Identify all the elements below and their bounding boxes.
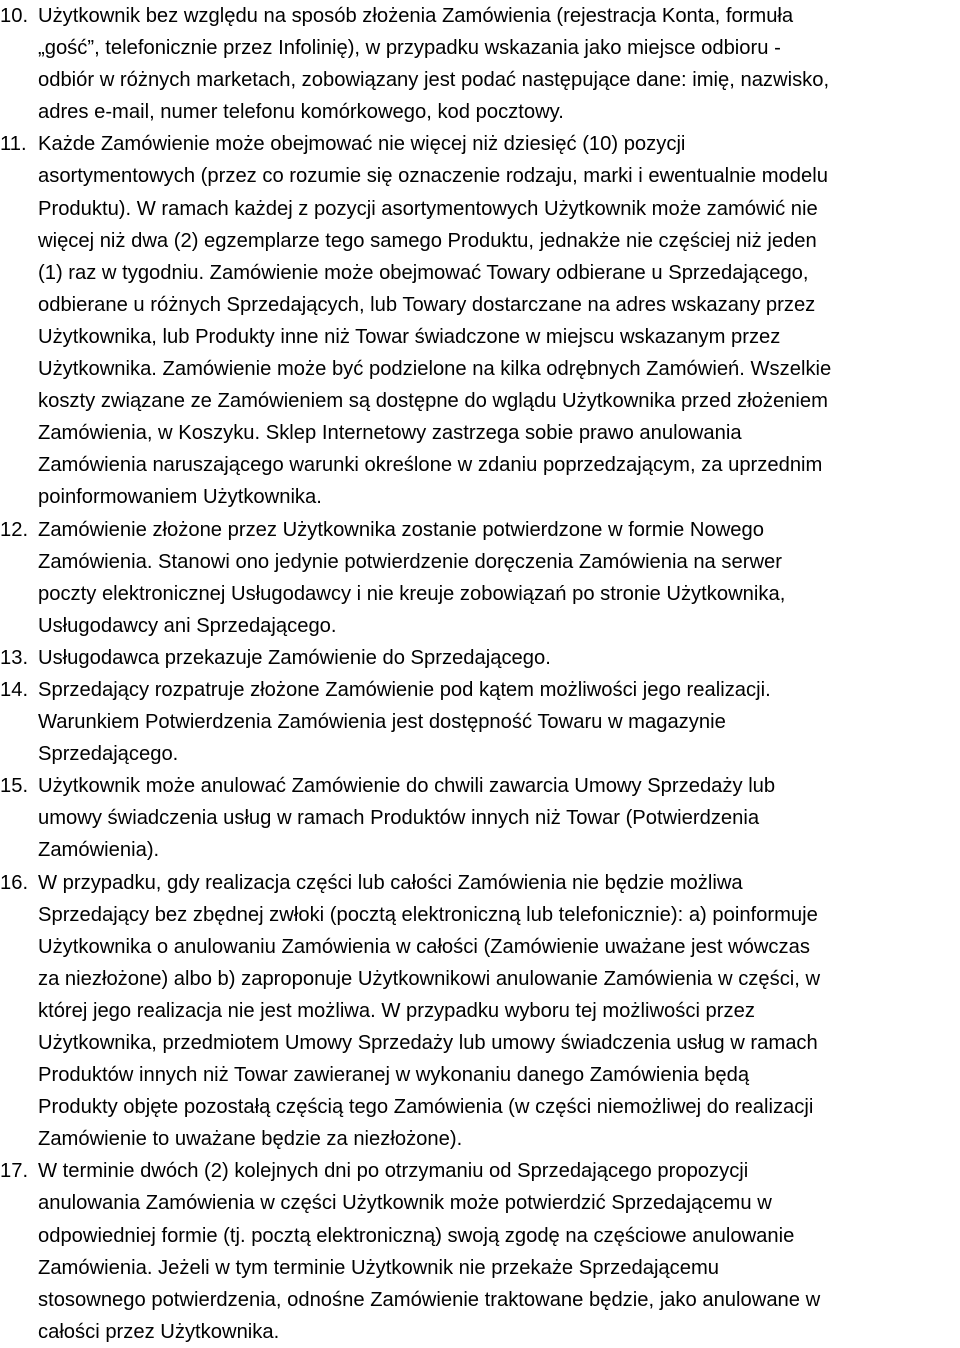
item-text-line: Zamówienie to uważane będzie za niezłożone). [38, 1128, 463, 1151]
item-text-line: całości przez Użytkownika. [38, 1320, 280, 1343]
item-number: 15. [0, 775, 29, 798]
item-text-line: koszty związane ze Zamówieniem są dostępne do wglądu Użytkownika przed złożeniem [38, 390, 828, 413]
item-text-line: odbiór w różnych marketach, zobowiązany jest podać następujące dane: imię, nazwisko, [38, 69, 830, 92]
item-text-line: Zamówienia naruszającego warunki określone w zdaniu poprzedzającym, za uprzednim [38, 454, 823, 477]
item-text-line: Użytkownika, przedmiotem Umowy Sprzedaży lub umowy świadczenia usług w ramach [38, 1032, 818, 1054]
item-text-line: Sprzedający bez zbędnej zwłoki (pocztą elektroniczną lub telefonicznie): a) poinformuje [38, 903, 818, 926]
item-text-line: Produktu). W ramach każdej z pozycji asortymentowych Użytkownik może zamówić nie [38, 197, 818, 220]
item-text-line: Użytkownik bez względu na sposób złożenia Zamówienia (rejestracja Konta, formuła [38, 5, 794, 27]
item-text-line: „gość”, telefonicznie przez Infolinię), w przypadku wskazania jako miejsce odbioru - [38, 37, 781, 60]
item-number: 13. [0, 646, 29, 669]
item-text-line: Sprzedający rozpatruje złożone Zamówienie pod kątem możliwości jego realizacji. [38, 678, 771, 701]
list-item [0, 1155, 922, 1348]
item-text-line: Usługodawca przekazuje Zamówienie do Sprzedającego. [38, 646, 551, 669]
item-text-line: Warunkiem Potwierdzenia Zamówienia jest dostępność Towaru w magazynie [38, 711, 726, 734]
item-text-line: Użytkownik może anulować Zamówienie do chwili zawarcia Umowy Sprzedaży lub [38, 775, 776, 798]
item-number: 11. [0, 133, 27, 156]
list-item [0, 642, 922, 674]
item-number: 14. [0, 678, 29, 701]
list-item [0, 770, 922, 866]
list-item [0, 514, 922, 642]
item-text-line: odpowiedniej formie (tj. pocztą elektroniczną) swoją zgodę na częściowe anulowanie [38, 1224, 795, 1247]
item-text-line: anulowania Zamówienia w części Użytkownik może potwierdzić Sprzedającemu w [38, 1192, 772, 1215]
item-text-line: W przypadku, gdy realizacja części lub całości Zamówienia nie będzie możliwa [38, 871, 743, 894]
item-text-line: Użytkownika, lub Produkty inne niż Towar świadczone w miejscu wskazanym przez [38, 325, 781, 348]
item-text-line: asortymentowych (przez co rozumie się oznaczenie rodzaju, marki i ewentualnie modelu [38, 165, 828, 188]
item-text-line: Zamówienia. Stanowi ono jedynie potwierdzenie doręczenia Zamówienia na serwer [38, 550, 782, 573]
item-text-line: Zamówienie złożone przez Użytkownika zostanie potwierdzone w formie Nowego [38, 518, 764, 541]
item-text-line: Produktów innych niż Towar zawieranej w wykonaniu danego Zamówienia będą [38, 1064, 750, 1087]
item-text-line: za niezłożone) albo b) zaproponuje Użytkownikowi anulowanie Zamówienia w części, w [38, 967, 821, 990]
item-text-line: poczty elektronicznej Usługodawcy i nie kreuje zobowiązań po stronie Użytkownika, [38, 582, 786, 605]
item-text-line: Każde Zamówienie może obejmować nie więcej niż dziesięć (10) pozycji [38, 133, 686, 156]
item-text-line: Zamówienia, w Koszyku. Sklep Internetowy zastrzega sobie prawo anulowania [38, 422, 742, 445]
item-number: 12. [0, 518, 29, 541]
item-text-line: Użytkownika. Zamówienie może być podzielone na kilka odrębnych Zamówień. Wszelkie [38, 358, 832, 381]
list-item [0, 0, 922, 128]
item-text-line: W terminie dwóch (2) kolejnych dni po otrzymaniu od Sprzedającego propozycji [38, 1160, 749, 1183]
item-text-line: (1) raz w tygodniu. Zamówienie może obejmować Towary odbierane u Sprzedającego, [38, 261, 809, 284]
item-text-line: Zamówienia. Jeżeli w tym terminie Użytkownik nie przekaże Sprzedającemu [38, 1256, 720, 1279]
item-text-line: Sprzedającego. [38, 743, 179, 766]
item-text-line: odbierane u różnych Sprzedających, lub Towary dostarczane na adres wskazany przez [38, 293, 816, 316]
item-text-line: Zamówienia). [38, 839, 160, 862]
list-item [0, 674, 922, 770]
item-number: 16. [0, 871, 29, 894]
item-text-line: Usługodawcy ani Sprzedającego. [38, 614, 337, 637]
item-text-line: poinformowaniem Użytkownika. [38, 486, 322, 509]
list-item [0, 867, 922, 1156]
item-text-line: adres e-mail, numer telefonu komórkowego, kod pocztowy. [38, 101, 564, 124]
item-text-line: stosownego potwierdzenia, odnośne Zamówienie traktowane będzie, jako anulowane w [38, 1288, 821, 1311]
item-text-line: umowy świadczenia usług w ramach Produktów innych niż Towar (Potwierdzenia [38, 807, 760, 830]
item-text-line: Użytkownika o anulowaniu Zamówienia w całości (Zamówienie uważane jest wówczas [38, 935, 810, 958]
item-text-line: więcej niż dwa (2) egzemplarze tego samego Produktu, jednakże nie częściej niż jeden [38, 229, 817, 252]
item-text-line: której jego realizacja nie jest możliwa. W przypadku wyboru tej możliwości przez [38, 999, 755, 1022]
item-number: 10. [0, 5, 29, 27]
list-item [0, 128, 922, 513]
item-number: 17. [0, 1160, 29, 1183]
item-text-line: Produkty objęte pozostałą częścią tego Zamówienia (w części niemożliwej do realizacji [38, 1096, 814, 1119]
